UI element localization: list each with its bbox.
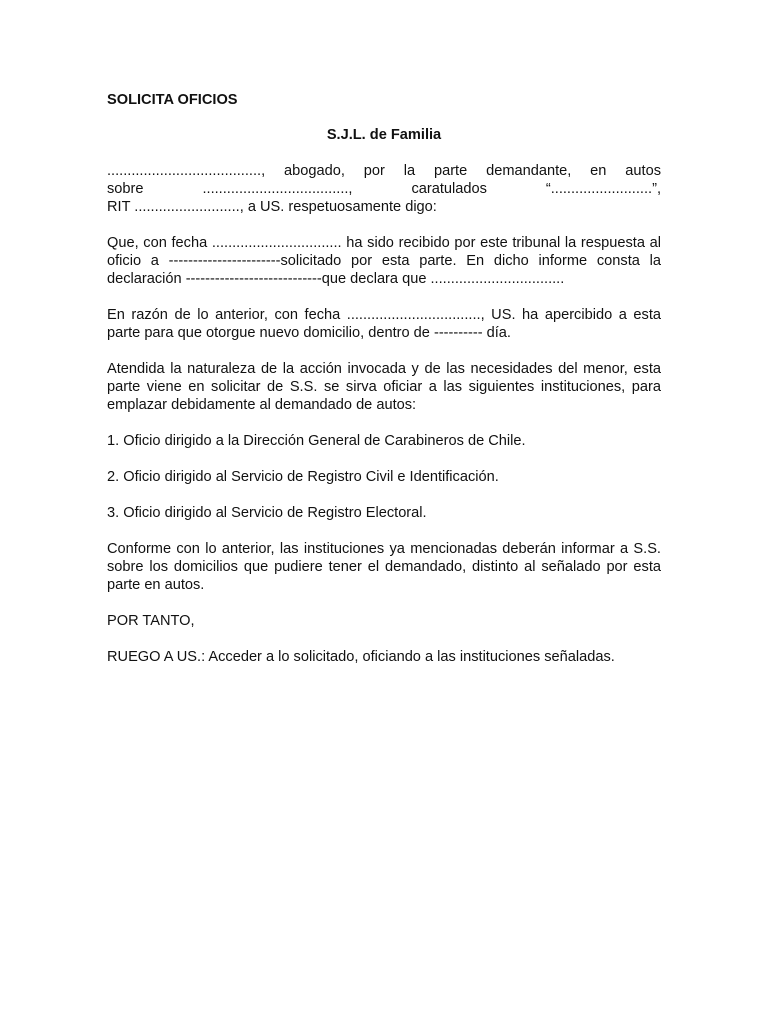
list-item: 1. Oficio dirigido a la Dirección General de Carabineros de Chile. bbox=[107, 433, 526, 449]
paragraph-solicitud: Atendida la naturaleza de la acción invocada y de las necesidades del menor, esta parte viene en solicitar de S.S. se sirva oficiar a las siguientes instituciones, para emplazar debidamente al demandado de autos: bbox=[107, 361, 661, 413]
document-page bbox=[107, 91, 661, 684]
list-item: 3. Oficio dirigido al Servicio de Registro Electoral. bbox=[107, 505, 427, 521]
court-heading: S.J.L. de Familia bbox=[326, 127, 442, 143]
paragraph-fecha-respuesta: Que, con fecha ................................ ha sido recibido por este tribunal la respuesta al oficio a -----------------------solicitado por esta parte. En dicho informe consta la declaración ----------------------------que declara que ................................. bbox=[107, 235, 661, 287]
intro-paragraph bbox=[107, 162, 661, 216]
intro-line-3: RIT .........................., a US. respetuosamente digo: bbox=[107, 199, 437, 215]
ruego-petition: RUEGO A US.: Acceder a lo solicitado, oficiando a las instituciones señaladas. bbox=[107, 649, 615, 665]
intro-line-1: ......................................, abogado, por la parte demandante, en autos bbox=[107, 163, 661, 179]
paragraph-conforme: Conforme con lo anterior, las instituciones ya mencionadas deberán informar a S.S. sobre los domicilios que pudiere tener el demandado, distinto al señalado por esta parte en autos. bbox=[107, 541, 661, 593]
por-tanto: POR TANTO, bbox=[107, 613, 195, 629]
paragraph-apercibimiento: En razón de lo anterior, con fecha ................................., US. ha apercibido a esta parte para que otorgue nuevo domicilio, dentro de ---------- día. bbox=[107, 307, 661, 341]
intro-line-2: sobre ...................................., caratulados “.........................”, bbox=[107, 181, 661, 197]
document-title: SOLICITA OFICIOS bbox=[107, 92, 238, 108]
list-item: 2. Oficio dirigido al Servicio de Registro Civil e Identificación. bbox=[107, 469, 499, 485]
